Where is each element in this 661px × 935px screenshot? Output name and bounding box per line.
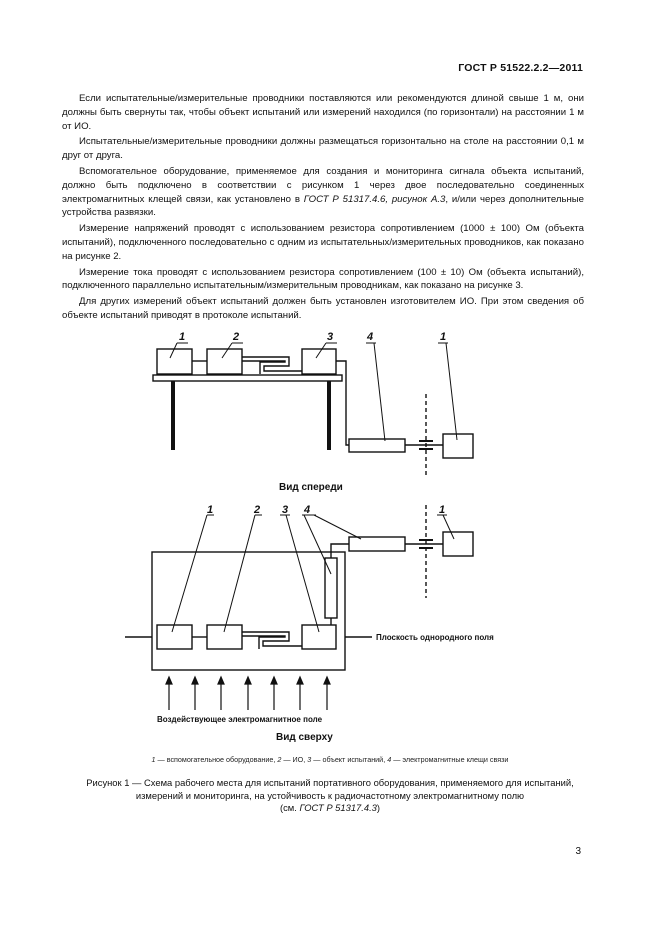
figure-legend	[60, 755, 600, 764]
paragraph-2: Испытательные/измерительные проводники должны размещаться горизонтально на столе на расстоянии 0,1 м друг от друга.	[62, 136, 584, 162]
top-leader-1b	[443, 515, 454, 539]
top-eut-box	[207, 625, 242, 649]
top-cable-to-clamp	[331, 544, 349, 625]
front-leader-3	[316, 343, 326, 358]
top-coupling-clamp-vertical	[325, 558, 337, 618]
front-remote-auxiliary-box	[443, 434, 473, 458]
front-coupling-clamp	[349, 439, 405, 452]
top-leader-4a	[304, 515, 331, 574]
paragraph-5: Измерение тока проводят с использованием резистора сопротивлением (100 ± 10) Ом (объекта испытаний), подключенного параллельно испытательным/измерительным проводникам, как показано на рисунке 3.	[62, 266, 584, 292]
plane-label: Плоскость однородного поля	[376, 633, 494, 642]
paragraph-3-text-b: , и/или через дополнительные устройства развязки.	[62, 193, 584, 219]
top-leader-4b	[314, 515, 361, 539]
top-callout-3: 3	[282, 504, 289, 516]
paragraph-6: Для других измерений объект испытаний должен быть установлен изготовителем ИО. При этом сведения об объекте испытаний приводят в протоколе испытаний.	[62, 296, 584, 321]
front-leader-2	[222, 343, 232, 358]
front-eut-box	[207, 349, 242, 374]
front-callout-1: 1	[179, 331, 186, 343]
top-auxiliary-equipment-box	[157, 625, 192, 649]
top-remote-auxiliary-box	[443, 532, 473, 556]
top-callout-1b: 1	[439, 504, 446, 516]
legend-text-2: — ИО,	[281, 755, 308, 764]
front-leader-1b	[446, 343, 457, 440]
legend-text-1: — вспомогательное оборудование,	[155, 755, 278, 764]
caption-line-1: Рисунок 1 — Схема рабочего места для испытаний портативного оборудования, применяемого для испытаний,	[86, 777, 574, 788]
field-arrows	[166, 677, 330, 710]
field-arrow-head	[297, 677, 303, 684]
paragraph-4: Измерение напряжений проводят с использованием резистора сопротивлением (1000 ± 100) Ом (объекта испытаний), подключенного последовательно с одним из испытательных/измерительных проводников, как показано на рисунке 2.	[62, 223, 584, 262]
front-cable-to-clamp	[336, 361, 349, 445]
top-view-title: Вид сверху	[276, 732, 333, 743]
top-coupling-clamp-horizontal	[349, 537, 405, 551]
legend-number-3: 3	[307, 755, 312, 764]
top-callout-4: 4	[304, 504, 311, 516]
legend-number-1: 1	[151, 755, 156, 764]
legend-number-4: 4	[387, 755, 392, 764]
top-conductor-2-3	[242, 632, 302, 649]
front-conductor-2-3	[242, 357, 302, 374]
field-arrow-head	[245, 677, 251, 684]
caption-standard-reference: ГОСТ Р 51317.4.3	[299, 802, 377, 813]
field-arrow-head	[324, 677, 330, 684]
figure-caption	[55, 777, 605, 815]
paragraph-1: Если испытательные/измерительные проводники поставляются или рекомендуются длиной свыше 1 м, они должны быть свернуты так, чтобы объект испытаний или измерений находился (по горизонтали) на расстоянии 1 м от ИО.	[62, 93, 584, 132]
front-callout-3: 3	[327, 331, 334, 343]
field-arrow-head	[271, 677, 277, 684]
top-callout-2: 2	[254, 504, 261, 516]
caption-line-3-a: (см.	[279, 802, 300, 813]
top-leader-2	[224, 515, 255, 632]
top-view	[125, 505, 473, 710]
page-number: 3	[575, 846, 581, 857]
field-arrow-head	[166, 677, 172, 684]
legend-number-2: 2	[277, 755, 282, 764]
front-auxiliary-equipment-box	[157, 349, 192, 374]
front-view	[153, 343, 473, 476]
paragraph-3-text-a: Вспомогательное оборудование, применяемое для создания и мониторинга сигнала объекта испытаний, должно быть подключено в соответствии с рисунком 1 через двое последовательно соединенных электромагнитных клещей связи, как установлено в	[62, 165, 584, 205]
front-leader-4	[374, 343, 385, 441]
field-arrow-head	[192, 677, 198, 684]
front-callout-2: 2	[233, 331, 240, 343]
legend-text-3: — объект испытаний,	[311, 755, 388, 764]
top-leader-3	[286, 515, 319, 632]
paragraph-3	[62, 165, 584, 220]
front-test-object-box	[302, 349, 336, 374]
caption-line-2: измерений и мониторинга, на устойчивость к радиочастотному электромагнитному полю	[135, 789, 525, 801]
caption-line-3	[55, 802, 605, 815]
top-test-object-box	[302, 625, 336, 649]
top-leader-1	[172, 515, 207, 632]
front-view-title: Вид спереди	[279, 482, 343, 493]
body-text	[62, 92, 584, 325]
top-table-outline	[152, 552, 345, 670]
field-arrow-head	[218, 677, 224, 684]
front-leader-1	[170, 343, 177, 358]
document-header: ГОСТ Р 51522.2.2—2011	[458, 62, 583, 74]
legend-text-4: — электромагнитные клещи связи	[391, 755, 509, 764]
front-callout-1b: 1	[440, 331, 447, 343]
table-top	[153, 375, 342, 381]
front-callout-4: 4	[367, 331, 374, 343]
caption-line-3-b: )	[376, 802, 381, 813]
top-callout-1: 1	[207, 504, 214, 516]
standard-reference: ГОСТ Р 51317.4.6, рисунок А.3	[303, 193, 446, 205]
field-label: Воздействующее электромагнитное поле	[157, 715, 323, 724]
